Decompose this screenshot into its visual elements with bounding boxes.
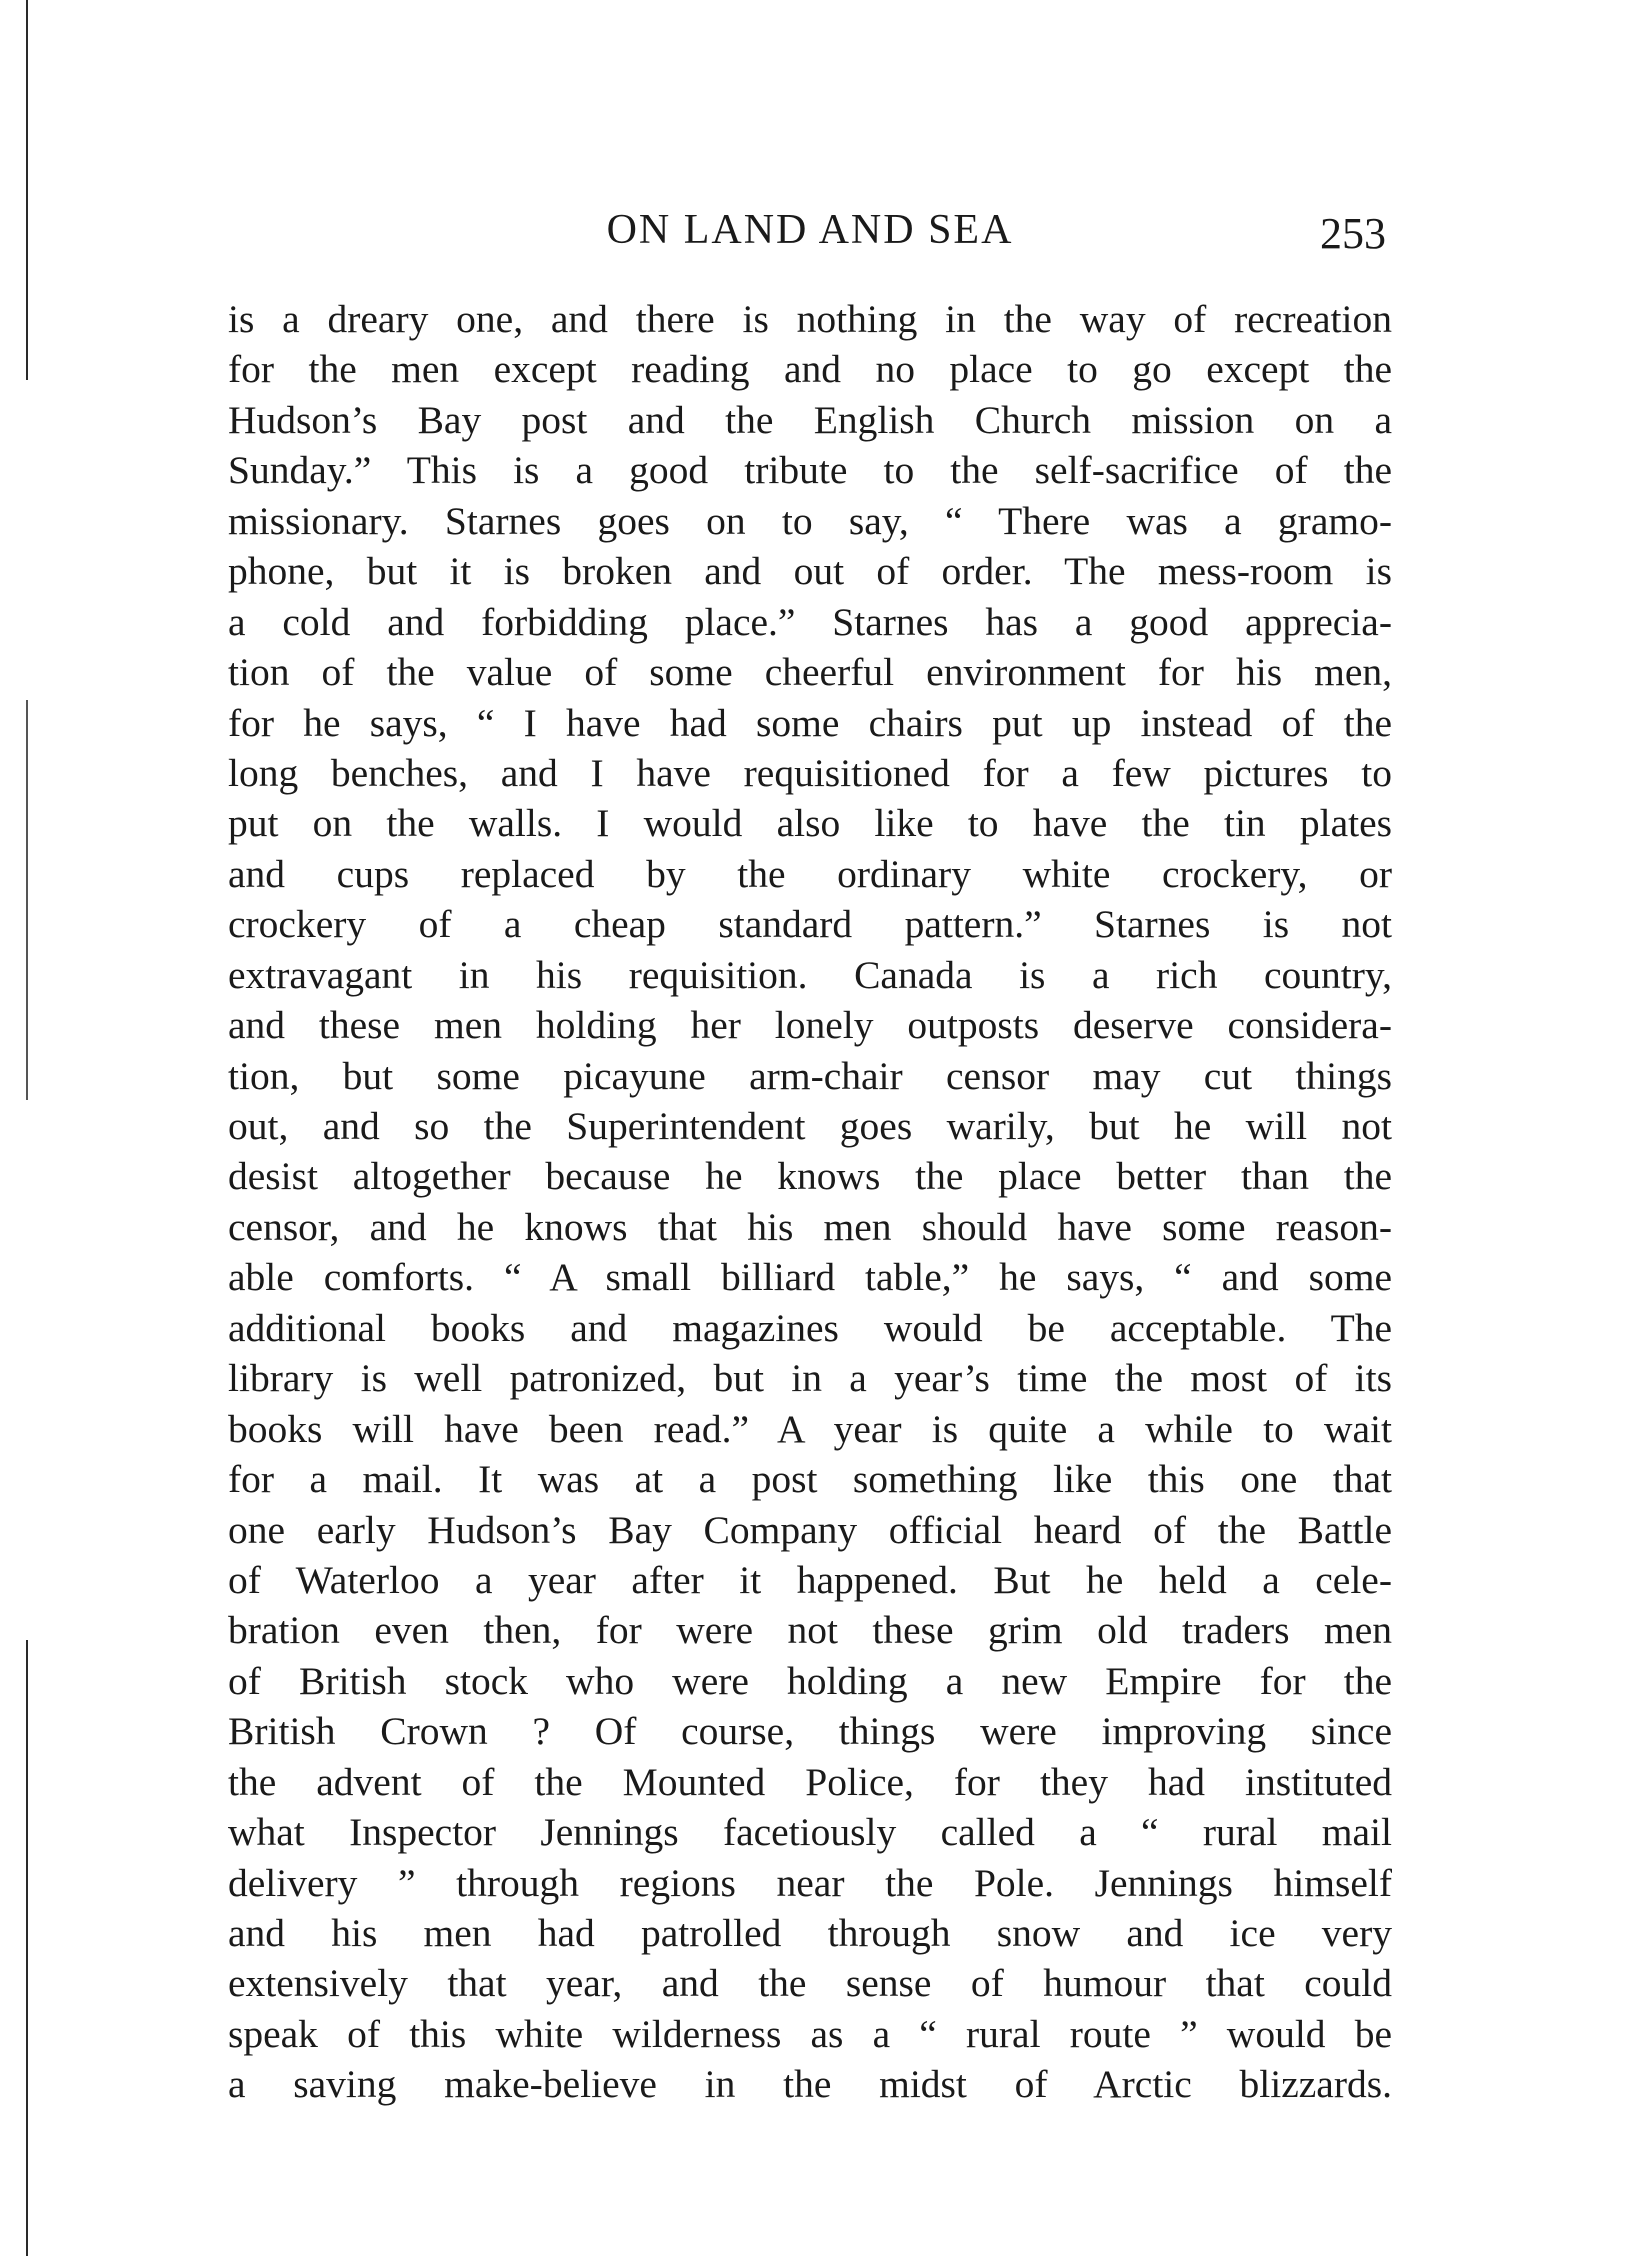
text-line: is a dreary one, and there is nothing in the way of recreation — [228, 297, 1392, 341]
text-line: desist altogether because he knows the place better than the — [228, 1154, 1392, 1199]
text-line: for the men except reading and no place to go except the — [228, 347, 1392, 392]
text-line: for a mail. It was at a post something like this one that — [228, 1457, 1392, 1502]
text-line: library is well patronized, but in a year’s time the most of its — [228, 1356, 1392, 1401]
text-line: the advent of the Mounted Police, for they had instituted — [228, 1759, 1392, 1804]
text-line: tion of the value of some cheerful environment for his men, — [228, 650, 1392, 695]
text-line: tion, but some picayune arm-chair censor may cut things — [228, 1053, 1392, 1098]
text-line: extensively that year, and the sense of humour that could — [228, 1961, 1392, 2006]
text-line: of British stock who were holding a new Empire for the — [228, 1658, 1392, 1703]
text-line: and his men had patrolled through snow and ice very — [228, 1911, 1392, 1955]
text-line: long benches, and I have requisitioned for a few pictures to — [228, 750, 1392, 795]
text-line: for he says, “ I have had some chairs put up instead of the — [228, 700, 1392, 745]
body-text — [228, 294, 1392, 2110]
text-line: speak of this white wilderness as a “ rural route ” would be — [228, 2011, 1392, 2056]
text-line: bration even then, for were not these grim old traders men — [228, 1608, 1392, 1653]
text-line: Hudson’s Bay post and the English Church mission on a — [228, 397, 1392, 442]
running-head: ON LAND AND SEA — [606, 207, 1014, 253]
text-line: Sunday.” This is a good tribute to the self-sacrifice of the — [228, 448, 1392, 493]
text-line: phone, but it is broken and out of order. The mess-room is — [228, 549, 1392, 594]
text-line: able comforts. “ A small billiard table,” he says, “ and some — [228, 1255, 1392, 1300]
text-line: additional books and magazines would be acceptable. The — [228, 1305, 1392, 1350]
text-line: out, and so the Superintendent goes warily, but he will not — [228, 1104, 1392, 1148]
text-line: British Crown ? Of course, things were improving since — [228, 1709, 1392, 1754]
text-line: put on the walls. I would also like to have the tin plates — [228, 801, 1392, 846]
text-line: and these men holding her lonely outposts deserve considera- — [228, 1003, 1392, 1048]
page-header — [228, 206, 1392, 266]
scan-edge-line — [26, 700, 28, 1100]
text-line: crockery of a cheap standard pattern.” Starnes is not — [228, 902, 1392, 947]
text-line: one early Hudson’s Bay Company official heard of the Battle — [228, 1507, 1392, 1552]
text-line: what Inspector Jennings facetiously called a “ rural mail — [228, 1810, 1392, 1855]
text-line: extravagant in his requisition. Canada is a rich country, — [228, 952, 1392, 997]
text-line: censor, and he knows that his men should have some reason- — [228, 1204, 1392, 1249]
text-line: of Waterloo a year after it happened. But he held a cele- — [228, 1557, 1392, 1602]
text-line: a cold and forbidding place.” Starnes has a good apprecia- — [228, 599, 1392, 644]
text-line: a saving make-believe in the midst of Arctic blizzards. — [228, 2062, 1392, 2107]
text-line: delivery ” through regions near the Pole. Jennings himself — [228, 1860, 1392, 1905]
text-line: books will have been read.” A year is quite a while to wait — [228, 1406, 1392, 1451]
text-line: and cups replaced by the ordinary white crockery, or — [228, 851, 1392, 896]
scan-edge-line — [26, 1640, 28, 2256]
page-number: 253 — [1320, 209, 1386, 258]
scan-edge-line — [26, 0, 28, 380]
text-line: missionary. Starnes goes on to say, “ There was a gramo- — [228, 498, 1392, 543]
